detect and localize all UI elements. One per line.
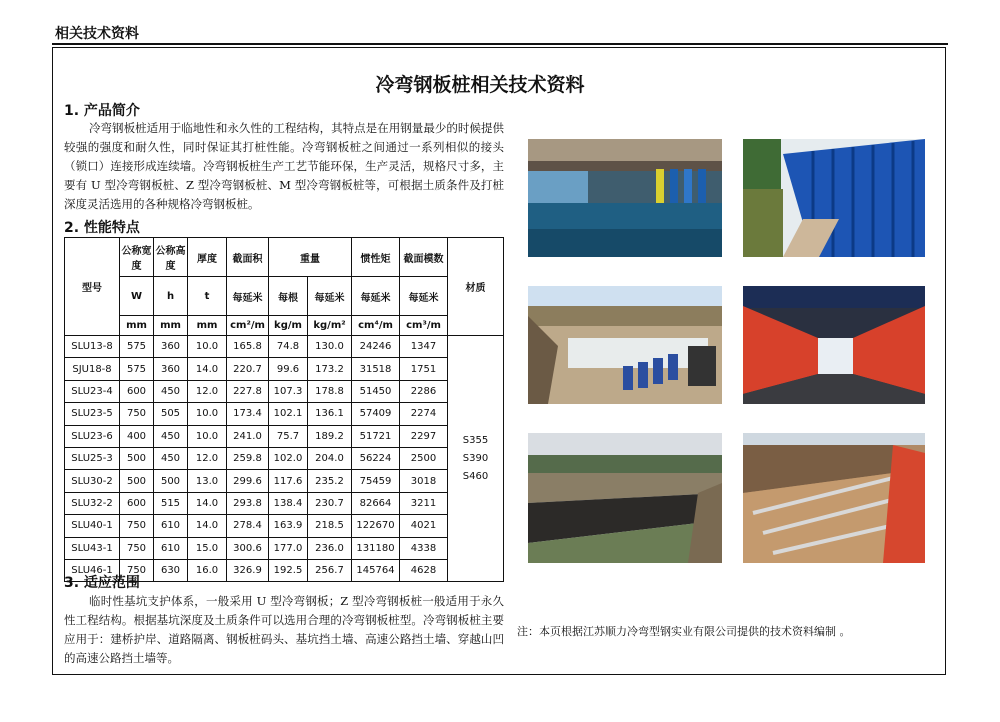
table-cell: 131180	[352, 537, 400, 559]
table-cell: 4338	[400, 537, 448, 559]
table-cell: 99.6	[269, 358, 308, 380]
symbol-width: W	[120, 277, 154, 316]
table-row	[65, 425, 504, 447]
unit-height: mm	[154, 316, 188, 336]
table-cell: 12.0	[188, 447, 227, 469]
table-cell: 600	[120, 492, 154, 514]
table-cell: 750	[120, 515, 154, 537]
table-cell: 2274	[400, 403, 448, 425]
model-cell: SLU30-2	[65, 470, 120, 492]
intro-paragraph: 冷弯钢板桩适用于临地性和永久性的工程结构，其特点是在用钢量最少的时候提供较强的强度和耐久性，同时保证其打桩性能。冷弯钢板桩之间通过一系列相似的接头（锁口）连接形成连续墙。冷弯钢板桩生产工艺节能环保，生产灵活，规格尺寸多，主要有 U 型冷弯钢板桩、Z 型冷弯钢板桩、M 型冷弯钢板桩等，可根据土质条件及打桩深度灵活选用的各种规格冷弯钢板桩。	[64, 121, 504, 211]
table-cell: 235.2	[308, 470, 352, 492]
unit-area: cm²/m	[227, 316, 269, 336]
table-cell: 3018	[400, 470, 448, 492]
table-cell: 4628	[400, 559, 448, 581]
table-cell: 500	[154, 470, 188, 492]
model-cell: SLU43-1	[65, 537, 120, 559]
model-cell: SLU40-1	[65, 515, 120, 537]
photo-red-wall-tunnel	[743, 286, 925, 404]
table-cell: 610	[154, 537, 188, 559]
model-cell: SLU23-6	[65, 425, 120, 447]
table-cell: 56224	[352, 447, 400, 469]
table-cell: 750	[120, 559, 154, 581]
table-cell: 600	[120, 380, 154, 402]
table-cell: 2297	[400, 425, 448, 447]
col-header-material: 材质	[448, 238, 504, 336]
symbol-weight-m: 每延米	[308, 277, 352, 316]
table-cell: 10.0	[188, 403, 227, 425]
model-cell: SLU23-4	[65, 380, 120, 402]
section-heading-features: 2. 性能特点	[64, 220, 140, 236]
table-cell: 236.0	[308, 537, 352, 559]
photo-trench-wall	[528, 433, 722, 563]
model-cell: SLU25-3	[65, 447, 120, 469]
section-heading-intro: 1. 产品简介	[64, 103, 140, 119]
table-cell: 2286	[400, 380, 448, 402]
table-cell: 31518	[352, 358, 400, 380]
symbol-area: 每延米	[227, 277, 269, 316]
table-row	[65, 358, 504, 380]
scope-paragraph: 临时性基坑支护体系，一般采用 U 型冷弯钢板；Z 型冷弯钢板桩一般适用于永久性工程结构。根据基坑深度及土质条件可以选用合理的冷弯钢板桩型。冷弯钢板桩主要应用于：建桥护岸、道路隔离、钢板桩码头、基坑挡土墙、高速公路挡土墙、穿越山凹的高速公路挡土墙等。	[64, 594, 504, 665]
table-cell: 82664	[352, 492, 400, 514]
table-cell: 256.7	[308, 559, 352, 581]
table-cell: 102.1	[269, 403, 308, 425]
table-cell: 450	[154, 425, 188, 447]
table-cell: 360	[154, 358, 188, 380]
table-cell: 610	[154, 515, 188, 537]
table-cell: 278.4	[227, 515, 269, 537]
table-cell: 10.0	[188, 336, 227, 358]
photo-excavation-site	[528, 286, 722, 404]
table-row	[65, 447, 504, 469]
table-cell: 130.0	[308, 336, 352, 358]
table-cell: 500	[120, 470, 154, 492]
table-cell: 15.0	[188, 537, 227, 559]
table-cell: 4021	[400, 515, 448, 537]
table-cell: 189.2	[308, 425, 352, 447]
table-cell: 220.7	[227, 358, 269, 380]
table-cell: 51721	[352, 425, 400, 447]
table-cell: 750	[120, 403, 154, 425]
col-header-width: 公称宽度	[120, 238, 154, 277]
table-cell: 165.8	[227, 336, 269, 358]
col-header-thickness: 厚度	[188, 238, 227, 277]
col-header-model: 型号	[65, 238, 120, 336]
table-cell: 16.0	[188, 559, 227, 581]
table-cell: 14.0	[188, 515, 227, 537]
table-cell: 227.8	[227, 380, 269, 402]
table-cell: 107.3	[269, 380, 308, 402]
table-cell: 630	[154, 559, 188, 581]
table-cell: 173.4	[227, 403, 269, 425]
table-row	[65, 470, 504, 492]
table-row	[65, 380, 504, 402]
table-cell: 326.9	[227, 559, 269, 581]
table-cell: 10.0	[188, 425, 227, 447]
spec-table	[64, 237, 504, 582]
material-grade: S460	[462, 471, 489, 483]
table-row	[65, 403, 504, 425]
source-note: 注：本页根据江苏顺力冷弯型钢实业有限公司提供的技术资料编制 。	[517, 625, 851, 638]
photo-bridge-river	[528, 139, 722, 257]
symbol-thickness: t	[188, 277, 227, 316]
table-row	[65, 336, 504, 358]
table-cell: 102.0	[269, 447, 308, 469]
table-cell: 75459	[352, 470, 400, 492]
model-cell: SLU13-8	[65, 336, 120, 358]
col-header-inertia: 惯性矩	[352, 238, 400, 277]
table-cell: 192.5	[269, 559, 308, 581]
table-row	[65, 515, 504, 537]
table-cell: 259.8	[227, 447, 269, 469]
table-cell: 505	[154, 403, 188, 425]
table-cell: 515	[154, 492, 188, 514]
table-cell: 136.1	[308, 403, 352, 425]
table-cell: 360	[154, 336, 188, 358]
table-cell: 575	[120, 336, 154, 358]
table-cell: 300.6	[227, 537, 269, 559]
header-label: 相关技术资料	[55, 26, 139, 42]
col-header-height: 公称高度	[154, 238, 188, 277]
table-row	[65, 492, 504, 514]
table-cell: 1751	[400, 358, 448, 380]
photo-blue-wall-path	[743, 139, 925, 257]
table-cell: 299.6	[227, 470, 269, 492]
photo-braced-trench	[743, 433, 925, 563]
material-grade: S390	[462, 453, 489, 465]
table-cell: 57409	[352, 403, 400, 425]
model-cell: SLU32-2	[65, 492, 120, 514]
table-cell: 575	[120, 358, 154, 380]
table-cell: 241.0	[227, 425, 269, 447]
table-cell: 230.7	[308, 492, 352, 514]
table-cell: 14.0	[188, 358, 227, 380]
table-cell: 13.0	[188, 470, 227, 492]
table-cell: 117.6	[269, 470, 308, 492]
table-cell: 177.0	[269, 537, 308, 559]
table-cell: 12.0	[188, 380, 227, 402]
unit-width: mm	[120, 316, 154, 336]
col-header-area: 截面积	[227, 238, 269, 277]
table-cell: 2500	[400, 447, 448, 469]
symbol-inertia: 每延米	[352, 277, 400, 316]
table-cell: 400	[120, 425, 154, 447]
unit-thickness: mm	[188, 316, 227, 336]
model-cell: SJU18-8	[65, 358, 120, 380]
table-cell: 14.0	[188, 492, 227, 514]
unit-modulus: cm³/m	[400, 316, 448, 336]
model-cell: SLU23-5	[65, 403, 120, 425]
model-cell: SLU46-1	[65, 559, 120, 581]
table-cell: 145764	[352, 559, 400, 581]
table-cell: 293.8	[227, 492, 269, 514]
table-cell: 450	[154, 447, 188, 469]
table-cell: 204.0	[308, 447, 352, 469]
table-cell: 122670	[352, 515, 400, 537]
table-cell: 75.7	[269, 425, 308, 447]
col-header-modulus: 截面模数	[400, 238, 448, 277]
col-header-weight: 重量	[269, 238, 352, 277]
material-grade: S355	[462, 435, 489, 447]
table-cell: 178.8	[308, 380, 352, 402]
symbol-modulus: 每延米	[400, 277, 448, 316]
unit-weight-each: kg/m	[269, 316, 308, 336]
table-cell: 450	[154, 380, 188, 402]
table-cell: 74.8	[269, 336, 308, 358]
table-cell: 500	[120, 447, 154, 469]
symbol-height: h	[154, 277, 188, 316]
unit-inertia: cm⁴/m	[352, 316, 400, 336]
table-cell: 163.9	[269, 515, 308, 537]
table-cell: 51450	[352, 380, 400, 402]
table-cell: 750	[120, 537, 154, 559]
table-cell: 218.5	[308, 515, 352, 537]
symbol-weight-each: 每根	[269, 277, 308, 316]
table-cell: 24246	[352, 336, 400, 358]
table-cell: 173.2	[308, 358, 352, 380]
unit-weight-m: kg/m²	[308, 316, 352, 336]
page-title: 冷弯钢板桩相关技术资料	[375, 74, 585, 96]
section-heading-scope: 3. 适应范围	[64, 575, 140, 591]
material-cell	[448, 336, 504, 582]
header-rule	[52, 43, 948, 45]
table-cell: 138.4	[269, 492, 308, 514]
table-row	[65, 537, 504, 559]
table-cell: 1347	[400, 336, 448, 358]
table-cell: 3211	[400, 492, 448, 514]
